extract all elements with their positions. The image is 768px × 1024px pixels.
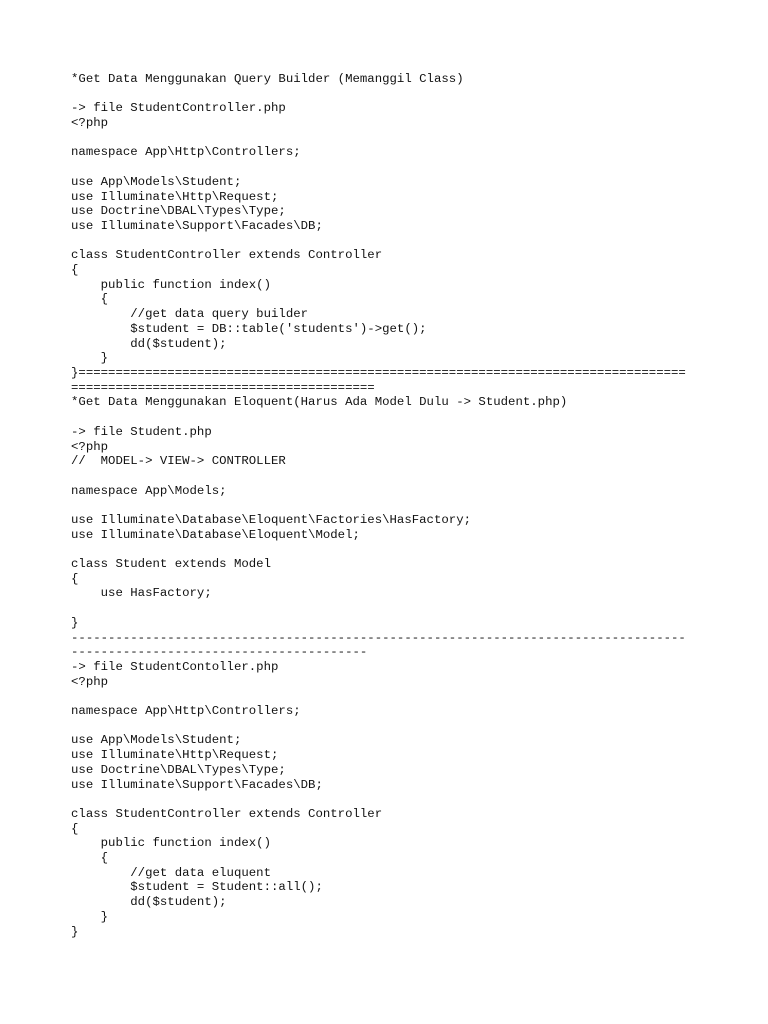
code-line: use Illuminate\Database\Eloquent\Factories\HasFactory; <box>71 512 472 527</box>
code-line: class Student extends Model <box>71 557 272 572</box>
code-line <box>71 410 731 425</box>
code-line: } <box>71 615 79 630</box>
code-line: use Illuminate\Support\Facades\DB; <box>71 777 323 792</box>
code-line <box>71 131 731 146</box>
code-line <box>71 87 731 102</box>
code-line: { <box>71 851 109 866</box>
code-line: $student = Student::all(); <box>71 880 323 895</box>
code-line <box>71 689 731 704</box>
code-line: $student = DB::table('students')->get(); <box>71 321 427 336</box>
code-line: <?php <box>71 116 109 131</box>
code-line: { <box>71 571 79 586</box>
code-line: namespace App\Http\Controllers; <box>71 704 301 719</box>
code-line: ----------------------------------------------------------------------------------- <box>71 630 686 645</box>
code-line: { <box>71 263 79 278</box>
code-line: *Get Data Menggunakan Query Builder (Memanggil Class) <box>71 72 464 86</box>
code-line: public function index() <box>71 836 272 851</box>
code-line: //get data eluquent <box>71 865 272 880</box>
code-line: } <box>71 909 109 924</box>
code-line: } <box>71 351 109 366</box>
code-line: } <box>71 924 79 939</box>
code-line: class StudentController extends Controller <box>71 806 383 821</box>
code-line: { <box>71 821 79 836</box>
code-line: *Get Data Menggunakan Eloquent(Harus Ada Model Dulu -> Student.php) <box>71 395 568 410</box>
code-line: ========================================= <box>71 380 375 395</box>
code-line: class StudentController extends Controller <box>71 248 383 263</box>
code-line: use HasFactory; <box>71 586 212 601</box>
code-line: ---------------------------------------- <box>71 645 368 660</box>
code-line: public function index() <box>71 277 272 292</box>
code-line: }================================================================================== <box>71 366 686 380</box>
code-line <box>71 160 731 175</box>
code-line: dd($student); <box>71 336 227 351</box>
code-line: // MODEL-> VIEW-> CONTROLLER <box>71 454 286 469</box>
code-line: -> file StudentController.php <box>71 101 286 116</box>
code-line <box>71 792 731 807</box>
code-line: use Illuminate\Support\Facades\DB; <box>71 218 323 233</box>
code-line: -> file StudentContoller.php <box>71 659 279 674</box>
code-line: use Doctrine\DBAL\Types\Type; <box>71 204 286 219</box>
code-text-block <box>71 72 731 939</box>
code-line: dd($student); <box>71 895 227 910</box>
code-line <box>71 601 731 616</box>
code-line: use Doctrine\DBAL\Types\Type; <box>71 762 286 777</box>
code-line: namespace App\Models; <box>71 483 227 498</box>
code-line: -> file Student.php <box>71 424 212 439</box>
code-line <box>71 719 731 734</box>
code-line: use Illuminate\Http\Request; <box>71 748 279 763</box>
code-line: use Illuminate\Database\Eloquent\Model; <box>71 527 360 542</box>
code-line: use App\Models\Student; <box>71 174 242 189</box>
code-line: use Illuminate\Http\Request; <box>71 189 279 204</box>
code-line: { <box>71 292 109 307</box>
code-line: <?php <box>71 439 109 454</box>
code-line <box>71 234 731 249</box>
code-line <box>71 469 731 484</box>
code-line: //get data query builder <box>71 307 309 322</box>
code-line: namespace App\Http\Controllers; <box>71 145 301 160</box>
code-line: <?php <box>71 674 109 689</box>
code-line <box>71 542 731 557</box>
code-line <box>71 498 731 513</box>
code-line: use App\Models\Student; <box>71 733 242 748</box>
